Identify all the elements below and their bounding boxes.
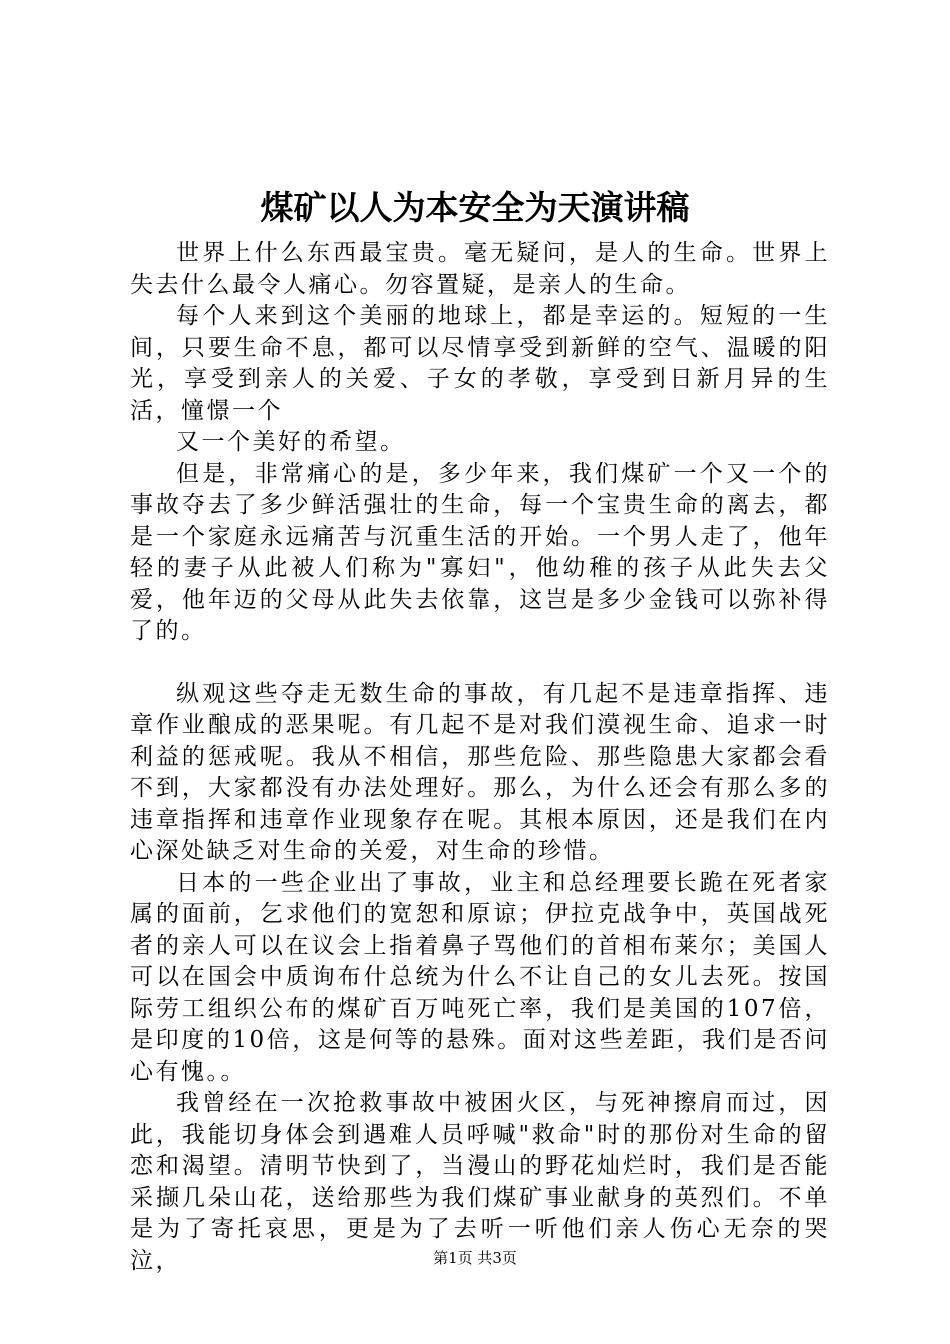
paragraph: 每个人来到这个美丽的地球上，都是幸运的。短短的一生间，只要生命不息，都可以尽情享受到新鲜的空气、温暖的阳光，享受到亲人的关爱、子女的孝敬，享受到日新月异的生活，憧憬一个 (130, 303, 830, 424)
paragraph: 世界上什么东西最宝贵。毫无疑问，是人的生命。世界上失去什么最令人痛心。勿容置疑，是亲人的生命。 (130, 240, 830, 298)
paragraph: 我曾经在一次抢救事故中被困火区，与死神擦肩而过，因此，我能切身体会到遇难人员呼喊"救命"时的那份对生命的留恋和渴望。清明节快到了，当漫山的野花灿烂时，我们是否能采撷几朵山花，送给那些为我们煤矿事业献身的英烈们。不单是为了寄托哀思，更是为了去听一听他们亲人伤心无奈的哭泣， (130, 1090, 830, 1274)
document-title: 煤矿以人为本安全为天演讲稿 (260, 188, 690, 227)
document-body (130, 238, 830, 1277)
paragraph: 又一个美好的希望。 (176, 429, 406, 455)
page-footer: 第1页 共3页 (433, 1249, 517, 1267)
paragraph: 日本的一些企业出了事故，业主和总经理要长跪在死者家属的面前，乞求他们的宽恕和原谅；伊拉克战争中，英国战死者的亲人可以在议会上指着鼻子骂他们的首相布莱尔；美国人可以在国会中质询布什总统为什么不让自己的女儿去死。按国际劳工组织公布的煤矿百万吨死亡率，我们是美国的107倍，是印度的10倍，这是何等的悬殊。面对这些差距，我们是否问心有愧。。 (130, 869, 830, 1085)
paragraph: 但是，非常痛心的是，多少年来，我们煤矿一个又一个的事故夺去了多少鲜活强壮的生命，每一个宝贵生命的离去，都是一个家庭永远痛苦与沉重生活的开始。一个男人走了，他年轻的妻子从此被人们称为"寡妇"，他幼稚的孩子从此失去父爱，他年迈的父母从此失去依靠，这岂是多少金钱可以弥补得了的。 (130, 460, 830, 644)
paragraph: 纵观这些夺走无数生命的事故，有几起不是违章指挥、违章作业酿成的恶果呢。有几起不是对我们漠视生命、追求一时利益的惩戒呢。我从不相信，那些危险、那些隐患大家都会看不到，大家都没有办法处理好。那么，为什么还会有那么多的违章指挥和违章作业现象存在呢。其根本原因，还是我们在内心深处缺乏对生命的关爱，对生命的珍惜。 (130, 680, 830, 864)
